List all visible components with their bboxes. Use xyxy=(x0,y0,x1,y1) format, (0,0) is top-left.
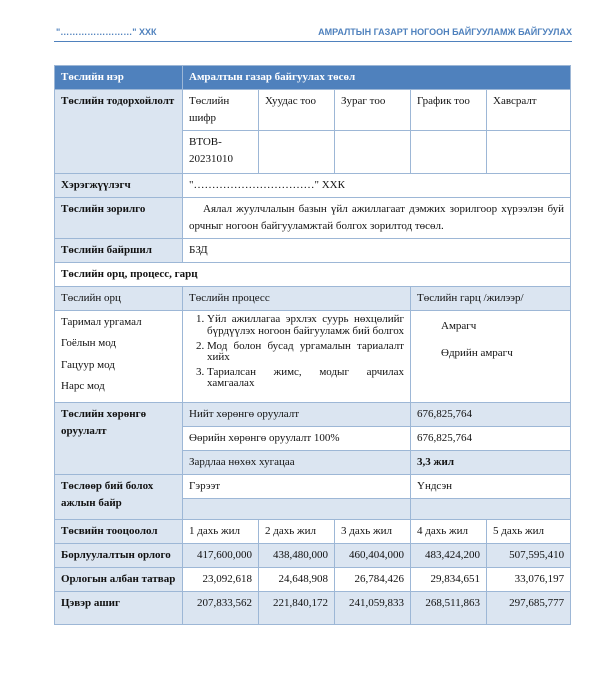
io-section-title: Төслийн орц, процесс, гарц xyxy=(55,263,571,287)
process-list xyxy=(189,314,404,389)
investment-name: Нийт хөрөнгө оруулалт xyxy=(183,402,411,426)
header-rule xyxy=(54,41,572,42)
forecast-row-profit xyxy=(55,591,571,624)
id-header-row xyxy=(55,90,571,131)
forecast-cell: 33,076,197 xyxy=(487,567,571,591)
forecast-row-label: Орлогын албан татвар xyxy=(55,567,183,591)
forecast-row-tax xyxy=(55,567,571,591)
location-label: Төслийн байршил xyxy=(55,239,183,263)
forecast-cell: 438,480,000 xyxy=(259,543,335,567)
cooperation-empty xyxy=(411,498,571,519)
executor-value: "……………………………" ХХК xyxy=(183,174,571,198)
cooperation-col1: Гэрээт xyxy=(183,474,411,498)
forecast-cell: 24,648,908 xyxy=(259,567,335,591)
input-item: Гоёлын мод xyxy=(61,337,117,350)
id-value-figures xyxy=(335,131,411,174)
investment-label: Төслийн хөрөнгө оруулалт xyxy=(55,402,183,474)
forecast-year: 3 дахь жил xyxy=(335,519,411,543)
io-inputs xyxy=(55,311,183,402)
io-header-output: Төслийн гарц /жилээр/ xyxy=(411,287,571,311)
page-header xyxy=(0,0,610,44)
process-item: 1. Үйл ажиллагаа эрхлэх суурь нөхцөлийг бүрдүүлэх ногоон байгууламж бий болгох xyxy=(207,314,404,337)
cooperation-col2: Үндсэн xyxy=(411,474,571,498)
id-value-code: BTOB-20231010 xyxy=(183,131,259,174)
investment-name: Өөрийн хөрөнгө оруулалт 100% xyxy=(183,426,411,450)
project-summary-table xyxy=(54,65,571,625)
forecast-cell: 241,059,833 xyxy=(335,591,411,624)
io-header-process: Төслийн процесс xyxy=(183,287,411,311)
io-header-input: Төслийн орц xyxy=(55,287,183,311)
forecast-row-label: Борлуулалтын орлого xyxy=(55,543,183,567)
forecast-row-label: Цэвэр ашиг xyxy=(55,591,183,624)
io-process xyxy=(183,311,411,402)
investment-row-1 xyxy=(55,402,571,426)
investment-value: 676,825,764 xyxy=(411,402,571,426)
cooperation-empty xyxy=(183,498,411,519)
location-row xyxy=(55,239,571,263)
executor-row xyxy=(55,174,571,198)
forecast-cell: 507,595,410 xyxy=(487,543,571,567)
forecast-year: 4 дахь жил xyxy=(411,519,487,543)
id-label: Төслийн тодорхойлолт xyxy=(55,90,183,174)
forecast-cell: 23,092,618 xyxy=(183,567,259,591)
forecast-cell: 26,784,426 xyxy=(335,567,411,591)
executor-label: Хэрэгжүүлэгч xyxy=(55,174,183,198)
id-header-graphs: График тоо xyxy=(411,90,487,131)
process-item: 2. Мод болон бусад ургамалын тариалалт хийх xyxy=(207,341,404,364)
title-value: Амралтын газар байгуулах төсөл xyxy=(183,66,571,90)
id-header-appendix: Хавсралт xyxy=(487,90,571,131)
investment-value: 676,825,764 xyxy=(411,426,571,450)
id-value-pages xyxy=(259,131,335,174)
io-body-row xyxy=(55,311,571,402)
goal-row xyxy=(55,198,571,239)
goal-label: Төслийн зорилго xyxy=(55,198,183,239)
investment-value: 3,3 жил xyxy=(411,450,571,474)
goal-value: Аялал жуулчлалын базын үйл ажиллагаат дэмжих зорилгоор хүрээлэн буй орчныг ногоон байгууламжтай болгох зорилтод төсөл. xyxy=(183,198,571,239)
forecast-cell: 29,834,651 xyxy=(411,567,487,591)
forecast-year: 2 дахь жил xyxy=(259,519,335,543)
id-value-graphs xyxy=(411,131,487,174)
title-label: Төслийн нэр xyxy=(55,66,183,90)
id-header-pages: Хуудас тоо xyxy=(259,90,335,131)
input-item: Таримал ургамал xyxy=(61,316,142,329)
forecast-cell: 268,511,863 xyxy=(411,591,487,624)
title-row xyxy=(55,66,571,90)
forecast-cell: 460,404,000 xyxy=(335,543,411,567)
forecast-cell: 221,840,172 xyxy=(259,591,335,624)
forecast-cell: 207,833,562 xyxy=(183,591,259,624)
forecast-year: 5 дахь жил xyxy=(487,519,571,543)
location-value: БЗД xyxy=(183,239,571,263)
input-item: Нарс мод xyxy=(61,379,105,392)
forecast-row-revenue xyxy=(55,543,571,567)
process-item: 3. Тариалсан жимс, модыг арчилах хамгаалах xyxy=(207,367,404,390)
id-header-code: Төслийн шифр xyxy=(183,90,259,131)
input-item: Гацуур мод xyxy=(61,358,115,371)
forecast-year: 1 дахь жил xyxy=(183,519,259,543)
output-item: Амрагч xyxy=(441,320,477,333)
output-item: Өдрийн амрагч xyxy=(441,347,513,360)
header-title: АМРАЛТЫН ГАЗАРТ НОГООН БАЙГУУЛАМЖ БАЙГУУЛАХ xyxy=(318,27,572,37)
header-company: "……………………" ХХК xyxy=(56,27,157,37)
id-header-figures: Зураг тоо xyxy=(335,90,411,131)
io-section-row xyxy=(55,263,571,287)
io-outputs xyxy=(411,311,571,402)
io-header-row xyxy=(55,287,571,311)
forecast-label: Төсвийн тооцоолол xyxy=(55,519,183,543)
cooperation-row-1 xyxy=(55,474,571,498)
forecast-cell: 297,685,777 xyxy=(487,591,571,624)
id-value-appendix xyxy=(487,131,571,174)
forecast-cell: 483,424,200 xyxy=(411,543,487,567)
investment-name: Зардлаа нөхөх хугацаа xyxy=(183,450,411,474)
cooperation-label: Төслөөр бий болох ажлын байр xyxy=(55,474,183,519)
forecast-cell: 417,600,000 xyxy=(183,543,259,567)
forecast-header-row xyxy=(55,519,571,543)
